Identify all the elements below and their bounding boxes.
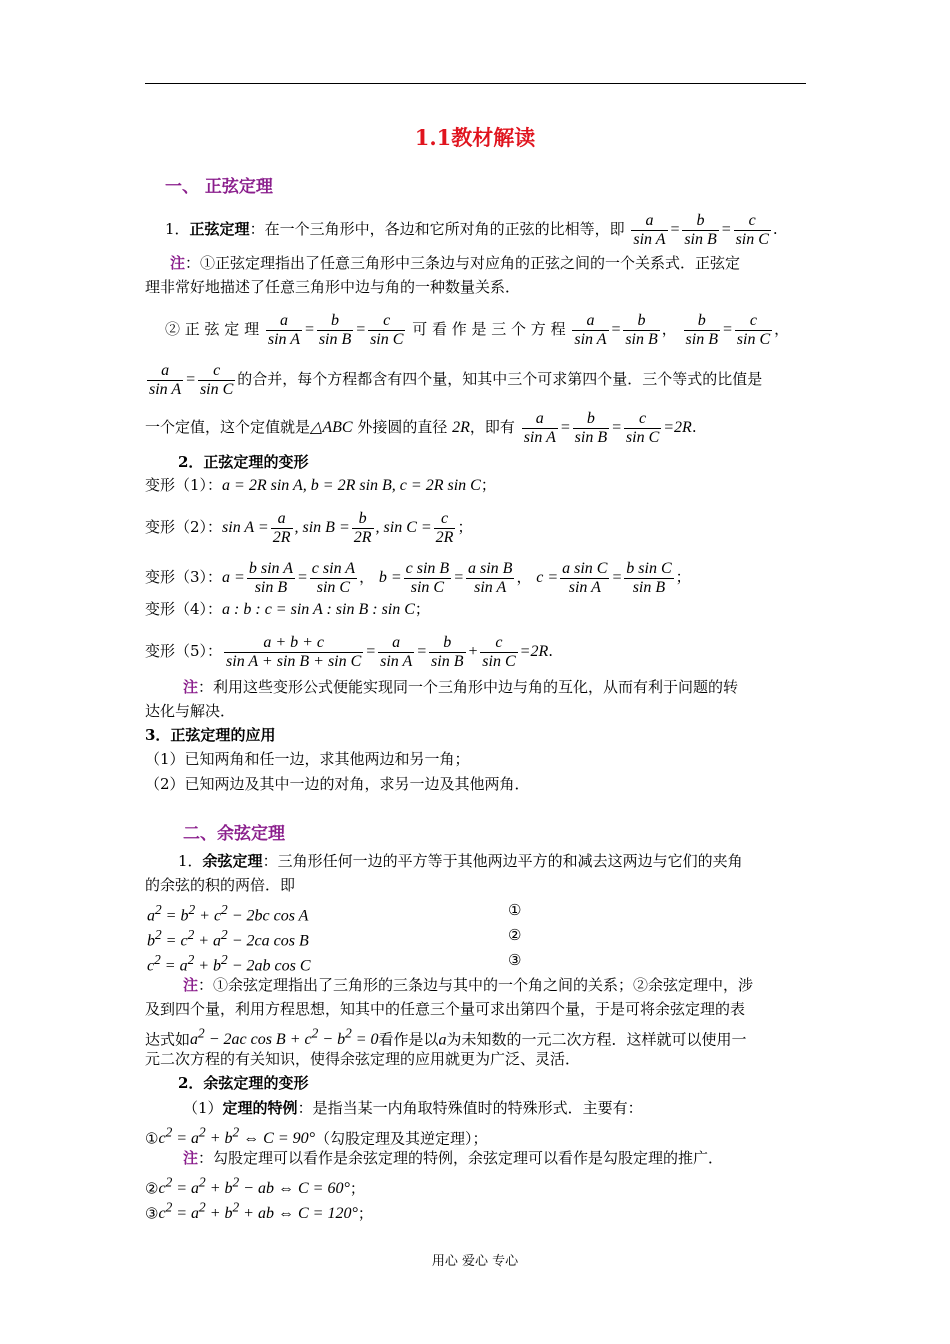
sine-variants-heading: 2．正弦定理的变形 [178, 453, 309, 471]
cosine-law-statement: 1．余弦定理：三角形任何一边的平方等于其他两边平方的和减去这两边与它们的夹角 [178, 852, 743, 870]
header-rule [145, 83, 806, 84]
special-case-2: $②c^2 = a^2 + b^2$ − ab ⇔ C = 60°； [145, 1175, 365, 1198]
variant-5: 变形（5）： $\frac{a + b + c}{\text{sin A + sin B + sin C}}$ = $\frac{a}{\text{sin A}}$ = $\frac{b}{\text{sin B}}$ + $\frac{c}{\text{sin C}}$ =2R. [145, 634, 553, 670]
application-1: （1）已知两角和任一边，求其他两边和另一角； [145, 750, 470, 768]
variant-2: 变形（2）：sin A = $\frac{a}{2R}$ , sin B = $\frac{b}{2R}$ , sin C = $\frac{c}{2R}$ ； [145, 510, 473, 546]
note-2-line-1: 注：利用这些变形公式便能实现同一个三角形中边与角的互化，从而有利于问题的转 [183, 678, 739, 696]
note-3-line-1: 注：①余弦定理指出了三角形的三条边与其中的一个角之间的关系；②余弦定理中，涉 [183, 976, 754, 994]
note-1-point-2: ② 正 弦 定 理 $\frac{a}{\text{sin A}}$ = $\frac{b}{\text{sin B}}$ = $\frac{c}{\text{sin C}}$ 可 看 作 是 三 个 方 程 $\frac{a}{\text{sin A}}$ = $\frac{b}{\text{sin B}}$ ， $\frac{b}{\text{sin B}}$ = $\frac{c}{\text{sin C}}$ ， [165, 312, 790, 348]
cosine-eq-3: $c^2 = a^2 + b^2 - 2ab$ cos C [147, 952, 311, 975]
cosine-eq-1: $a^2 = b^2 + c^2 - 2bc$ cos A [147, 902, 309, 925]
eq-mark-2: ② [508, 926, 522, 944]
eq-mark-3: ③ [508, 951, 522, 969]
special-case-1: $①c^2 = a^2 + b^2$ ⇔ C = 90°（勾股定理及其逆定理）； [145, 1125, 488, 1148]
special-cases-intro: （1）定理的特例：是指当某一内角取特殊值时的特殊形式．主要有： [183, 1099, 643, 1117]
note-3-line-3: 达式如$a^2 - 2ac$ $\cos B + c^2 - b^2 = 0$看作是以a为未知数的一元二次方程．这样就可以使用一 [145, 1026, 747, 1049]
eq-mark-1: ① [508, 901, 522, 919]
note-4: 注：勾股定理可以看作是余弦定理的特例，余弦定理可以看作是勾股定理的推广． [183, 1149, 724, 1167]
sine-law-statement: 1．正弦定理：在一个三角形中，各边和它所对角的正弦的比相等，即 $\frac{a}{\text{sin A}}$ = $\frac{b}{\text{sin B}}$ = $\frac{c}{\text{sin C}}$ . [165, 212, 778, 248]
section-heading-law-of-cosines: 二、余弦定理 [183, 824, 285, 844]
note-2-line-2: 达化与解决． [145, 702, 236, 720]
note-3-line-4: 元二次方程的有关知识，使得余弦定理的应用就更为广泛、灵活． [145, 1050, 581, 1068]
note-1-point-2-cont: $\frac{a}{\text{sin A}}$ = $\frac{c}{\text{sin C}}$ 的合并，每个方程都含有四个量，知其中三个可求第四个量．三个等式的比值是 [149, 362, 763, 398]
note-3-line-2: 及到四个量，利用方程思想，知其中的任意三个量可求出第四个量，于是可将余弦定理的表 [145, 1000, 746, 1018]
note-1-point-2-const: 一个定值，这个定值就是△ABC 外接圆的直径 2R，即有 $\frac{a}{\text{sin A}}$ = $\frac{b}{\text{sin B}}$ = $\frac{c}{\text{sin C}}$ =2R. [145, 410, 697, 446]
sine-applications-heading: 3．正弦定理的应用 [145, 726, 276, 744]
cosine-variants-heading: 2．余弦定理的变形 [178, 1074, 309, 1092]
application-2: （2）已知两边及其中一边的对角，求另一边及其他两角． [145, 775, 530, 793]
variant-1: 变形（1）：a = 2R sin A, b = 2R sin B, c = 2R sin C； [145, 476, 496, 494]
cosine-law-statement-cont: 的余弦的积的两倍．即 [145, 876, 296, 894]
section-heading-law-of-sines: 一、 正弦定理 [165, 177, 273, 197]
note-1-line-1: 注：①正弦定理指出了任意三角形中三条边与对应角的正弦之间的一个关系式．正弦定 [170, 254, 741, 272]
page-footer: 用心 爱心 专心 [431, 1254, 519, 1269]
special-case-3: $③c^2 = a^2 + b^2$ + ab ⇔ C = 120°； [145, 1200, 373, 1223]
variant-3: 变形（3）：a = $\frac{\text{b sin A}}{\text{sin B}}$ = $\frac{\text{c sin A}}{\text{sin C}}$ ， b = $\frac{\text{c sin B}}{\text{sin C}}$ = $\frac{\text{a sin B}}{\text{sin A}}$ ， c = $\frac{\text{a sin C}}{\text{sin A}}$ = $\frac{\text{b sin C}}{\text{sin B}}$ ； [145, 560, 691, 596]
cosine-eq-2: $b^2 = c^2 + a^2 - 2ca$ cos B [147, 927, 309, 950]
note-1-line-2: 理非常好地描述了任意三角形中边与角的一种数量关系． [145, 278, 521, 296]
variant-4: 变形（4）：a : b : c = sin A : sin B : sin C； [145, 600, 430, 618]
page-title: 1.1教材解读 [414, 125, 536, 150]
